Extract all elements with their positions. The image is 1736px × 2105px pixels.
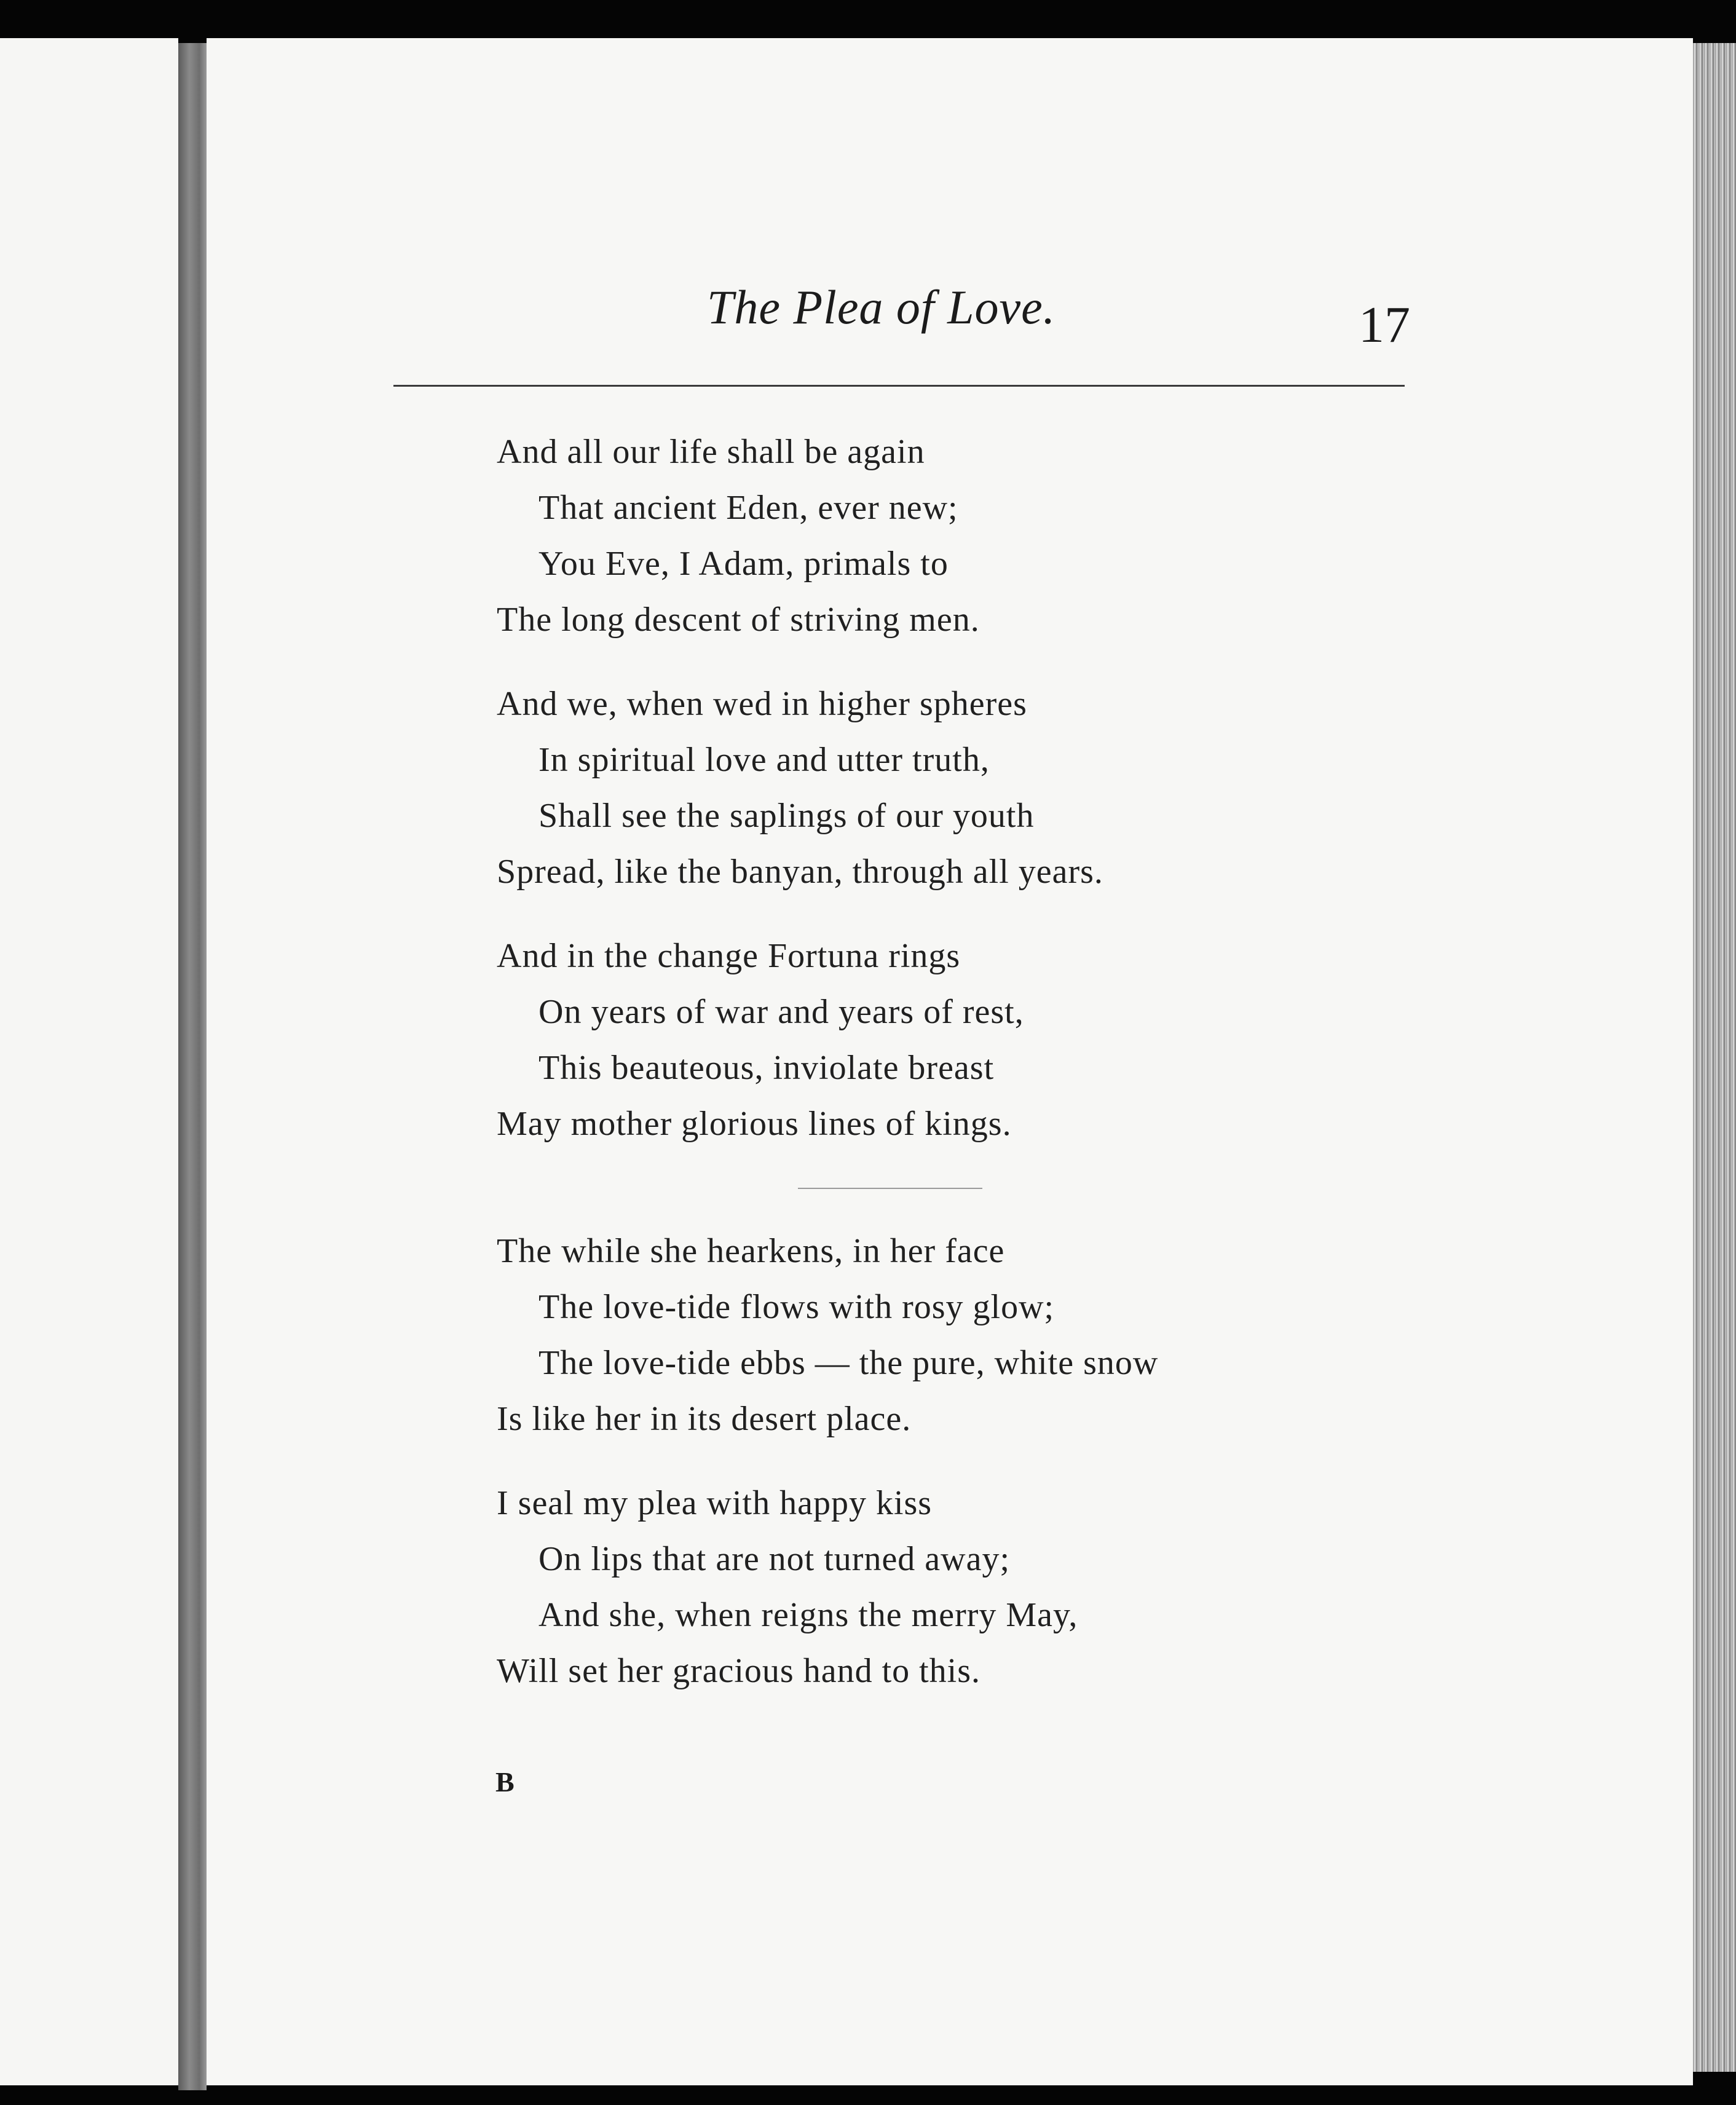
poem-line: Spread, like the banyan, through all years. <box>497 853 1103 891</box>
page-edges <box>1693 43 1736 2072</box>
poem-line: The love-tide ebbs — the pure, white snow <box>539 1344 1159 1382</box>
header-rule <box>393 385 1405 387</box>
poem-line: Is like her in its desert place. <box>497 1400 912 1438</box>
poem-line: I seal my plea with happy kiss <box>497 1484 933 1522</box>
stanza <box>497 928 1370 1152</box>
poem-text <box>497 424 1370 1699</box>
stanza-gap <box>497 900 1370 928</box>
divider-rule <box>798 1188 982 1189</box>
poem-line: On years of war and years of rest, <box>539 993 1024 1031</box>
signature-mark: B <box>495 1766 515 1798</box>
poem-line: The while she hearkens, in her face <box>497 1232 1005 1270</box>
poem-line: And she, when reigns the merry May, <box>539 1596 1078 1634</box>
poem-line: That ancient Eden, ever new; <box>539 489 958 527</box>
section-divider <box>497 1152 1370 1223</box>
poem-line: The love-tide flows with rosy glow; <box>539 1288 1055 1326</box>
poem-line: And all our life shall be again <box>497 433 925 471</box>
poem-line: May mother glorious lines of kings. <box>497 1105 1012 1143</box>
poem-line: Will set her gracious hand to this. <box>497 1652 981 1690</box>
poem-line: The long descent of striving men. <box>497 601 980 639</box>
poem-line: Shall see the saplings of our youth <box>539 797 1035 835</box>
book-gutter <box>178 43 207 2090</box>
poem-line: And we, when wed in higher spheres <box>497 685 1027 723</box>
stanza <box>497 1223 1370 1447</box>
poem-line: On lips that are not turned away; <box>539 1540 1011 1578</box>
page-number: 17 <box>1359 296 1410 353</box>
stanza <box>497 424 1370 648</box>
poem-line: In spiritual love and utter truth, <box>539 741 990 779</box>
running-title: The Plea of Love. <box>707 280 1056 334</box>
facing-page <box>0 38 178 2085</box>
poem-line: You Eve, I Adam, primals to <box>539 545 949 583</box>
stanza <box>497 1475 1370 1699</box>
stanza-gap <box>497 1447 1370 1475</box>
stanza <box>497 676 1370 900</box>
poem-line: And in the change Fortuna rings <box>497 937 961 975</box>
poem-line: This beauteous, inviolate breast <box>539 1049 995 1087</box>
stanza-gap <box>497 648 1370 676</box>
